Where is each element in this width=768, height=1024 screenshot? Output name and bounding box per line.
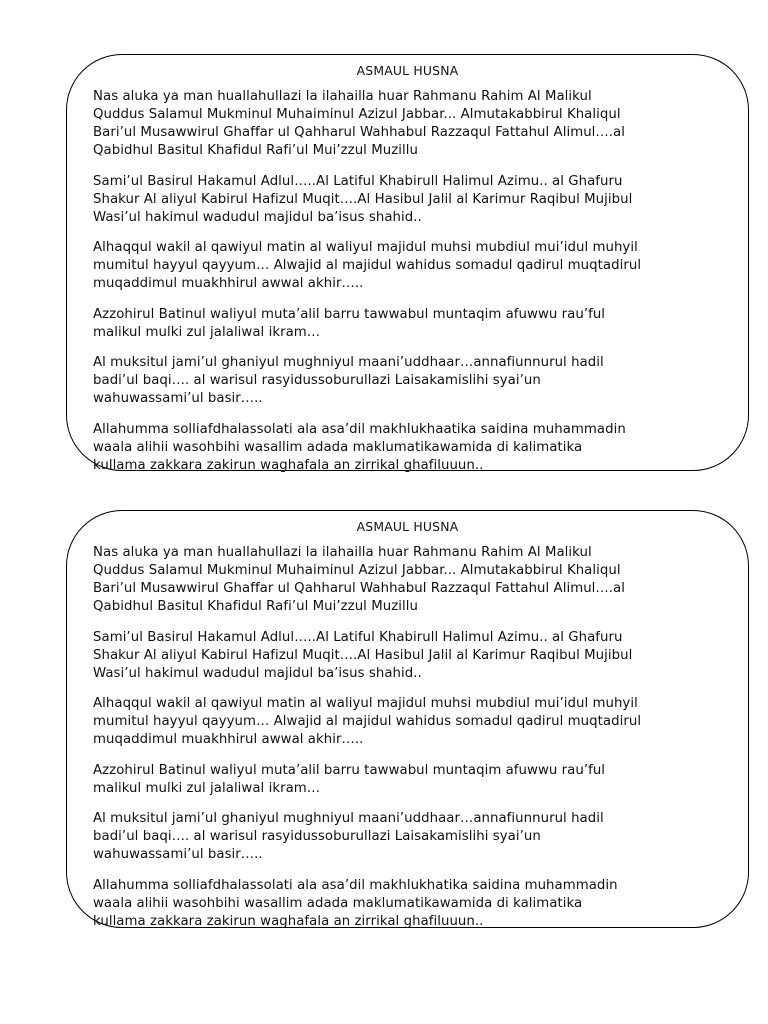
card-body <box>93 88 693 487</box>
paragraph-4: Azzohirul Batinul waliyul muta’alil barru tawwabul muntaqim afuwwu rau’ful malikul mulki zul jalaliwal ikram… <box>93 762 606 796</box>
card-title: ASMAUL HUSNA <box>356 63 459 78</box>
asmaul-husna-card-1 <box>66 54 749 471</box>
paragraph-6: Allahumma solliafdhalassolati ala asa’dil makhlukhaatika saidina muhammadin waala alihii wasohbihi wasallim adada maklumatikawamida di kalimatika kullama zakkara zakirun waghafala an zirrikal ghafiluuun.. <box>93 421 626 473</box>
paragraph-4: Azzohirul Batinul waliyul muta’alil barru tawwabul muntaqim afuwwu rau’ful malikul mulki zul jalaliwal ikram… <box>93 306 606 340</box>
paragraph-5: Al muksitul jami’ul ghaniyul mughniyul maani’uddhaar…annafiunnurul hadil badi’ul baqi…. al warisul rasyidussoburullazi Laisakamislihi syai’un wahuwassami’ul basir….. <box>93 355 604 406</box>
paragraph-3: Alhaqqul wakil al qawiyul matin al waliyul majidul muhsi mubdiul mui’idul muhyil mumitul hayyul qayyum… Alwajid al majidul wahidus somadul qadirul muqtadirul muqaddimul muakhhirul awwal akhir….. <box>93 696 642 747</box>
asmaul-husna-card-2 <box>66 510 749 928</box>
paragraph-5: Al muksitul jami’ul ghaniyul mughniyul maani’uddhaar…annafiunnurul hadil badi’ul baqi…. al warisul rasyidussoburullazi Laisakamislihi syai’un wahuwassami’ul basir….. <box>93 811 604 862</box>
paragraph-2: Sami’ul Basirul Hakamul Adlul…..Al Latiful Khabirull Halimul Azimu.. al Ghafuru Shakur Al aliyul Kabirul Hafizul Muqit….Al Hasibul Jalil al Karimur Raqibul Mujibul Wasi’ul hakimul wadudul majidul ba’isus shahid.. <box>93 629 633 681</box>
paragraph-1: Nas aluka ya man huallahullazi la ilahailla huar Rahmanu Rahim Al Malikul Quddus Salamul Mukminul Muhaiminul Azizul Jabbar... Almutakabbirul Khaliqul Bari’ul Musawwirul Ghaffar ul Qahharul Wahhabul Razzaqul Fattahul Alimul….al Qabidhul Basitul Khafidul Rafi’ul Mui’zzul Muzillu <box>93 545 625 614</box>
card-body <box>93 544 693 943</box>
paragraph-6: Allahumma solliafdhalassolati ala asa’dil makhlukhatika saidina muhammadin waala alihii wasohbihi wasallim adada maklumatikawamida di kalimatika kullama zakkara zakirun waghafala an zirrikal ghafiluuun.. <box>93 877 618 929</box>
paragraph-2: Sami’ul Basirul Hakamul Adlul…..Al Latiful Khabirull Halimul Azimu.. al Ghafuru Shakur Al aliyul Kabirul Hafizul Muqit….Al Hasibul Jalil al Karimur Raqibul Mujibul Wasi’ul hakimul wadudul majidul ba’isus shahid.. <box>93 173 633 225</box>
paragraph-1: Nas aluka ya man huallahullazi la ilahailla huar Rahmanu Rahim Al Malikul Quddus Salamul Mukminul Muhaiminul Azizul Jabbar... Almutakabbirul Khaliqul Bari’ul Musawwirul Ghaffar ul Qahharul Wahhabul Razzaqul Fattahul Alimul….al Qabidhul Basitul Khafidul Rafi’ul Mui’zzul Muzillu <box>93 89 625 158</box>
paragraph-3: Alhaqqul wakil al qawiyul matin al waliyul majidul muhsi mubdiul mui’idul muhyil mumitul hayyul qayyum… Alwajid al majidul wahidus somadul qadirul muqtadirul muqaddimul muakhhirul awwal akhir….. <box>93 240 642 291</box>
card-title: ASMAUL HUSNA <box>356 519 459 534</box>
